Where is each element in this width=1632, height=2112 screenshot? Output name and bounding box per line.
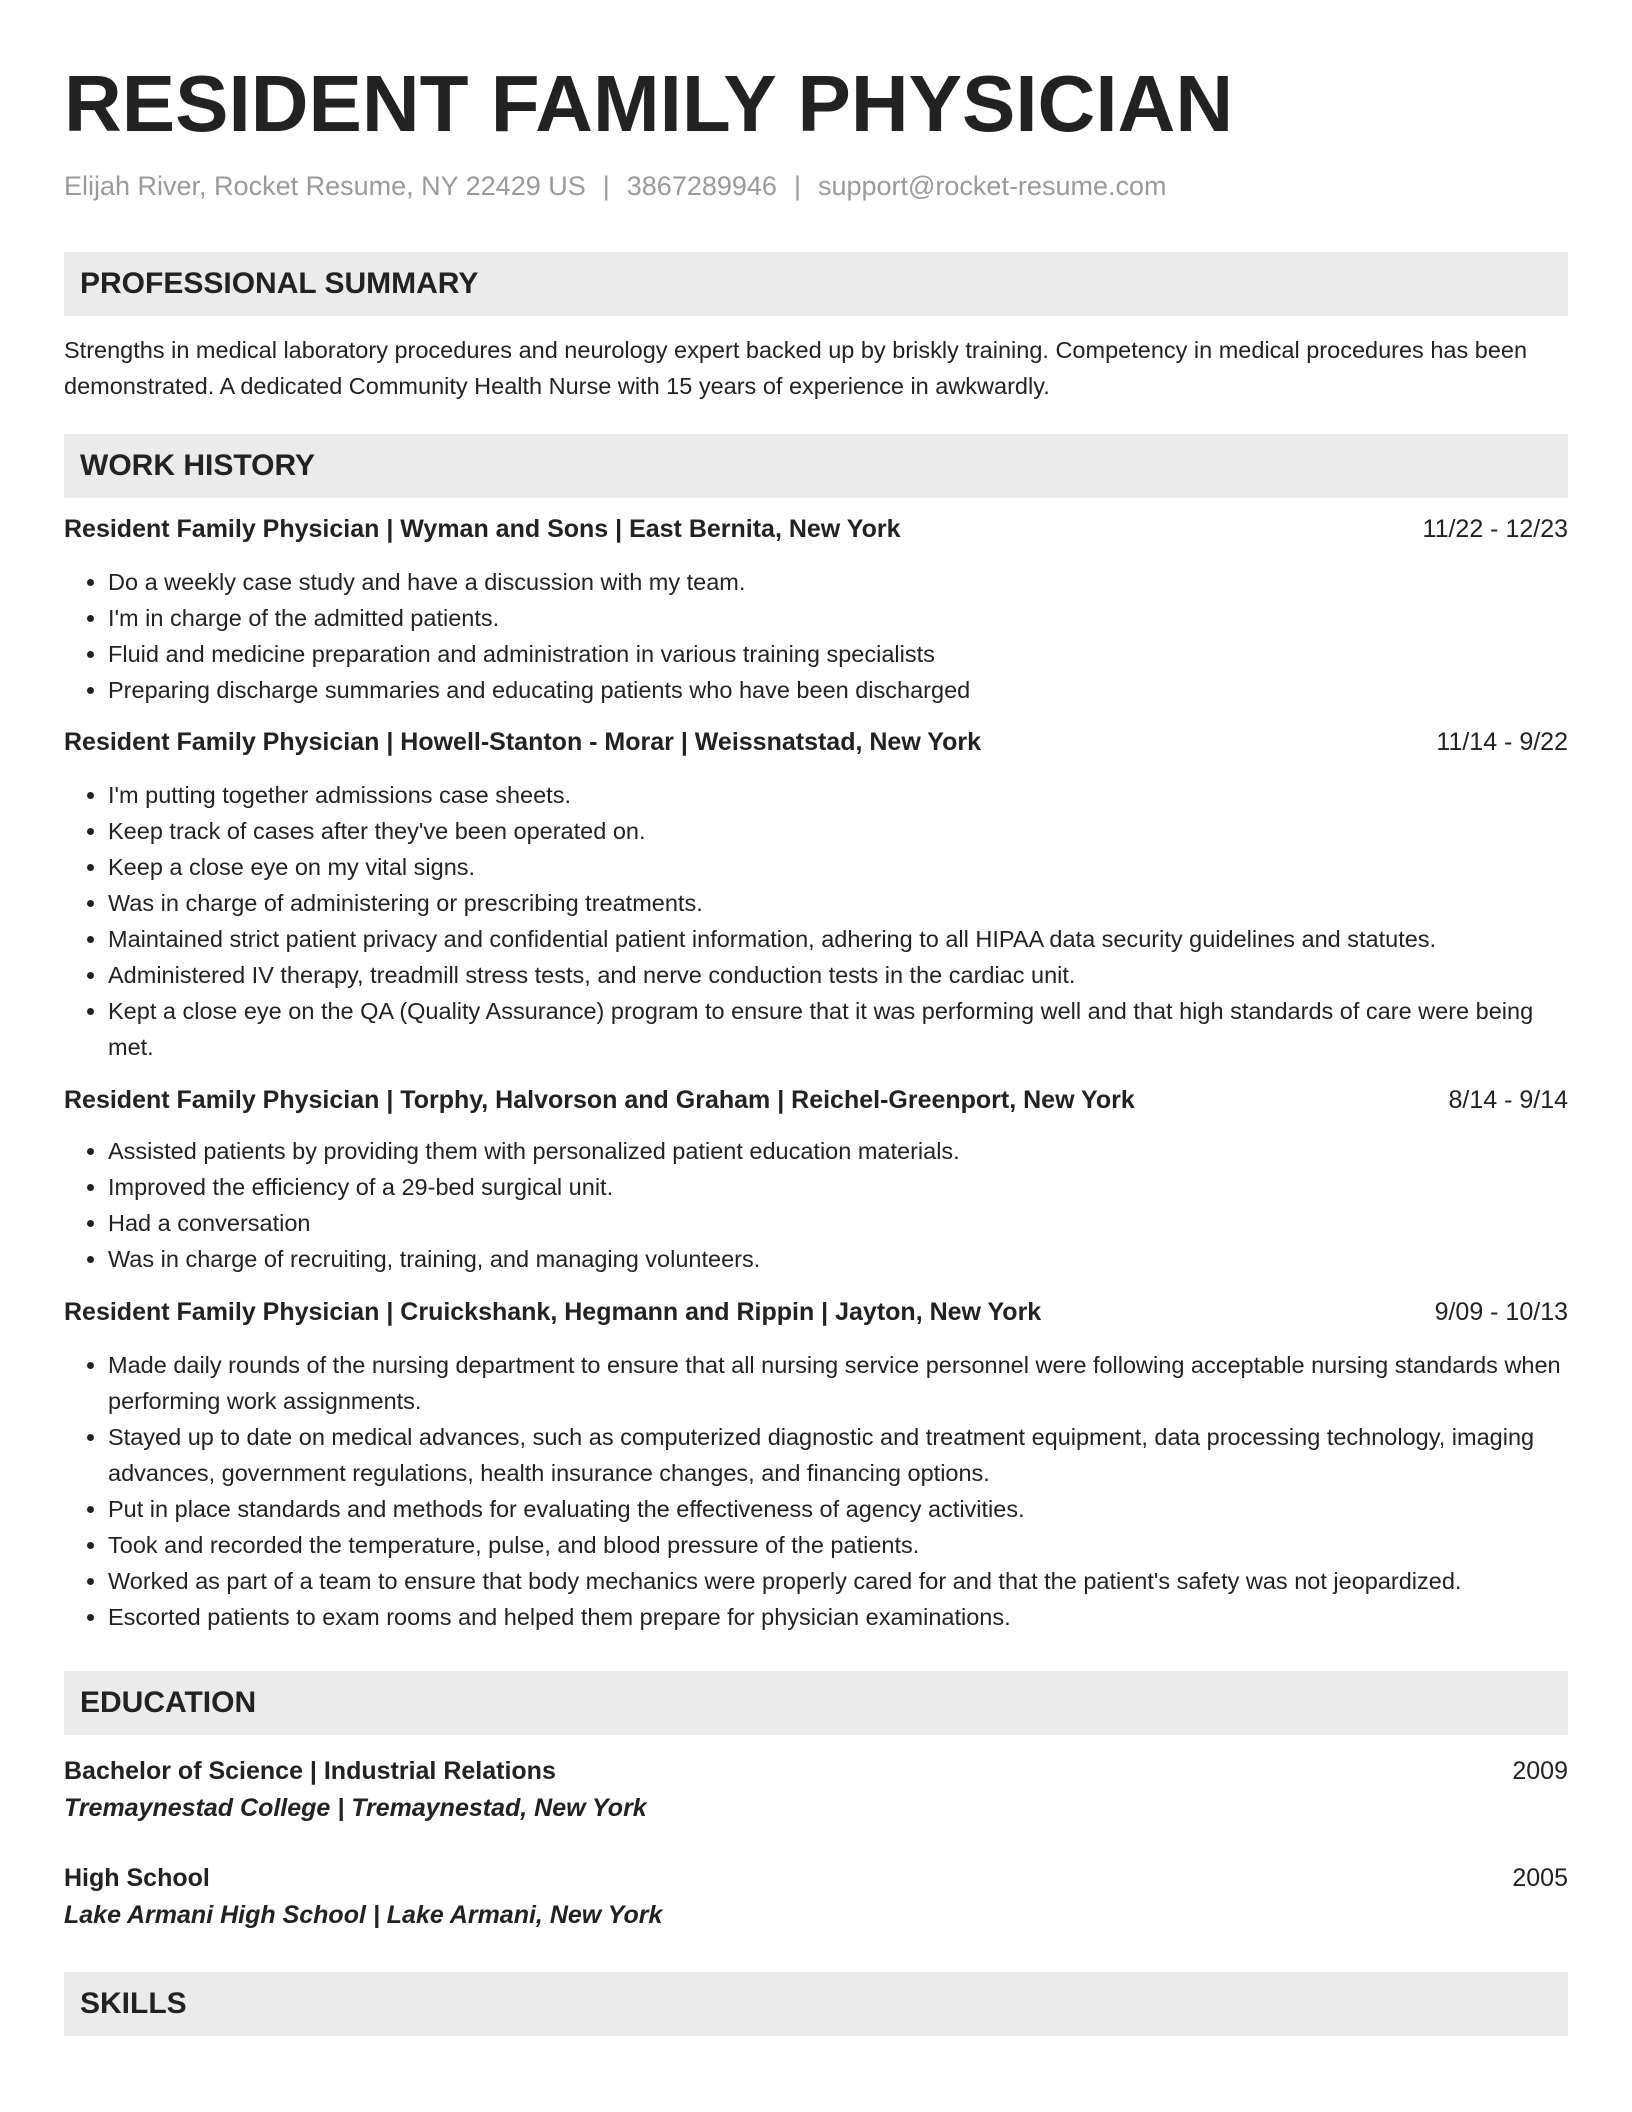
job-bullet: • Assisted patients by providing them with personalized patient education materials. bbox=[108, 1133, 1568, 1169]
job-header bbox=[64, 724, 1568, 760]
education-school: Tremaynestad College | Tremaynestad, New York bbox=[64, 1794, 647, 1822]
contact-separator: | bbox=[602, 171, 610, 201]
job-bullet: • I'm in charge of the admitted patients. bbox=[108, 600, 1568, 636]
job-bullet: • Kept a close eye on the QA (Quality Assurance) program to ensure that it was performing well and that high standards of care were being met. bbox=[108, 993, 1568, 1065]
job-bullet: • Was in charge of recruiting, training, and managing volunteers. bbox=[108, 1241, 1568, 1277]
summary-text: Strengths in medical laboratory procedures and neurology expert backed up by briskly training. Competency in medical procedures has been demonstrated. A dedicated Community Health Nurse with 15 years of experience in awkwardly. bbox=[64, 337, 1528, 399]
job-bullets bbox=[64, 1133, 1568, 1277]
section-heading-summary: PROFESSIONAL SUMMARY bbox=[64, 252, 1568, 316]
education-degree: High School bbox=[64, 1864, 210, 1892]
job-header bbox=[64, 1082, 1568, 1118]
job-bullet: • Keep a close eye on my vital signs. bbox=[108, 849, 1568, 885]
job-bullets bbox=[64, 1347, 1568, 1635]
contact-phone: 3867289946 bbox=[626, 171, 777, 201]
job-header bbox=[64, 511, 1568, 547]
job-bullet: • Do a weekly case study and have a discussion with my team. bbox=[108, 564, 1568, 600]
education-school: Lake Armani High School | Lake Armani, New York bbox=[64, 1901, 663, 1929]
job-entry bbox=[64, 724, 1568, 1065]
job-bullet: • Administered IV therapy, treadmill stress tests, and nerve conduction tests in the cardiac unit. bbox=[108, 957, 1568, 993]
job-bullet: • Stayed up to date on medical advances, such as computerized diagnostic and treatment equipment, data processing technology, imaging advances, government regulations, health insurance changes, and financing options. bbox=[108, 1419, 1568, 1491]
job-bullet: • Keep track of cases after they've been operated on. bbox=[108, 813, 1568, 849]
job-bullet: • Maintained strict patient privacy and confidential patient information, adhering to all HIPAA data security guidelines and statutes. bbox=[108, 921, 1568, 957]
job-dates: 11/22 - 12/23 bbox=[1422, 515, 1568, 543]
contact-separator: | bbox=[793, 171, 801, 201]
job-entry bbox=[64, 1294, 1568, 1635]
job-bullet: • Improved the efficiency of a 29-bed surgical unit. bbox=[108, 1169, 1568, 1205]
education-entry bbox=[64, 1753, 1568, 1827]
job-title: Resident Family Physician | Cruickshank, Hegmann and Rippin | Jayton, New York bbox=[64, 1298, 1042, 1326]
job-bullet: • Took and recorded the temperature, pulse, and blood pressure of the patients. bbox=[108, 1527, 1568, 1563]
contact-email: support@rocket-resume.com bbox=[817, 171, 1167, 201]
job-header bbox=[64, 1294, 1568, 1330]
job-bullet: • Worked as part of a team to ensure that body mechanics were properly cared for and that the patient's safety was not jeopardized. bbox=[108, 1563, 1568, 1599]
resume-title: RESIDENT FAMILY PHYSICIAN bbox=[64, 59, 1234, 148]
job-bullet: • Put in place standards and methods for evaluating the effectiveness of agency activities. bbox=[108, 1491, 1568, 1527]
job-bullet: • Preparing discharge summaries and educating patients who have been discharged bbox=[108, 672, 1568, 708]
job-dates: 11/14 - 9/22 bbox=[1436, 728, 1568, 756]
job-title: Resident Family Physician | Howell-Stanton - Morar | Weissnatstad, New York bbox=[64, 728, 981, 756]
education-entry bbox=[64, 1860, 1568, 1934]
job-bullets bbox=[64, 564, 1568, 708]
education-header bbox=[64, 1860, 1568, 1896]
job-bullet: • I'm putting together admissions case sheets. bbox=[108, 777, 1568, 813]
contact-address: Elijah River, Rocket Resume, NY 22429 US bbox=[64, 171, 586, 201]
job-bullets bbox=[64, 777, 1568, 1065]
education-year: 2005 bbox=[1512, 1864, 1568, 1892]
section-heading-education: EDUCATION bbox=[64, 1671, 1568, 1735]
job-bullet: • Fluid and medicine preparation and administration in various training specialists bbox=[108, 636, 1568, 672]
education-header bbox=[64, 1753, 1568, 1789]
job-dates: 9/09 - 10/13 bbox=[1434, 1298, 1568, 1326]
education-year: 2009 bbox=[1512, 1757, 1568, 1785]
job-bullet: • Was in charge of administering or prescribing treatments. bbox=[108, 885, 1568, 921]
section-heading-work-history: WORK HISTORY bbox=[64, 434, 1568, 498]
education-degree: Bachelor of Science | Industrial Relations bbox=[64, 1757, 556, 1785]
section-heading-skills: SKILLS bbox=[64, 1972, 1568, 2036]
contact-line bbox=[64, 168, 1568, 204]
job-dates: 8/14 - 9/14 bbox=[1448, 1086, 1568, 1114]
job-title: Resident Family Physician | Wyman and Sons | East Bernita, New York bbox=[64, 515, 901, 543]
job-bullet: • Had a conversation bbox=[108, 1205, 1568, 1241]
job-entry bbox=[64, 1082, 1568, 1277]
job-bullet: • Made daily rounds of the nursing department to ensure that all nursing service personnel were following acceptable nursing standards when performing work assignments. bbox=[108, 1347, 1568, 1419]
job-bullet: • Escorted patients to exam rooms and helped them prepare for physician examinations. bbox=[108, 1599, 1568, 1635]
job-entry bbox=[64, 511, 1568, 708]
job-title: Resident Family Physician | Torphy, Halvorson and Graham | Reichel-Greenport, New York bbox=[64, 1086, 1135, 1114]
